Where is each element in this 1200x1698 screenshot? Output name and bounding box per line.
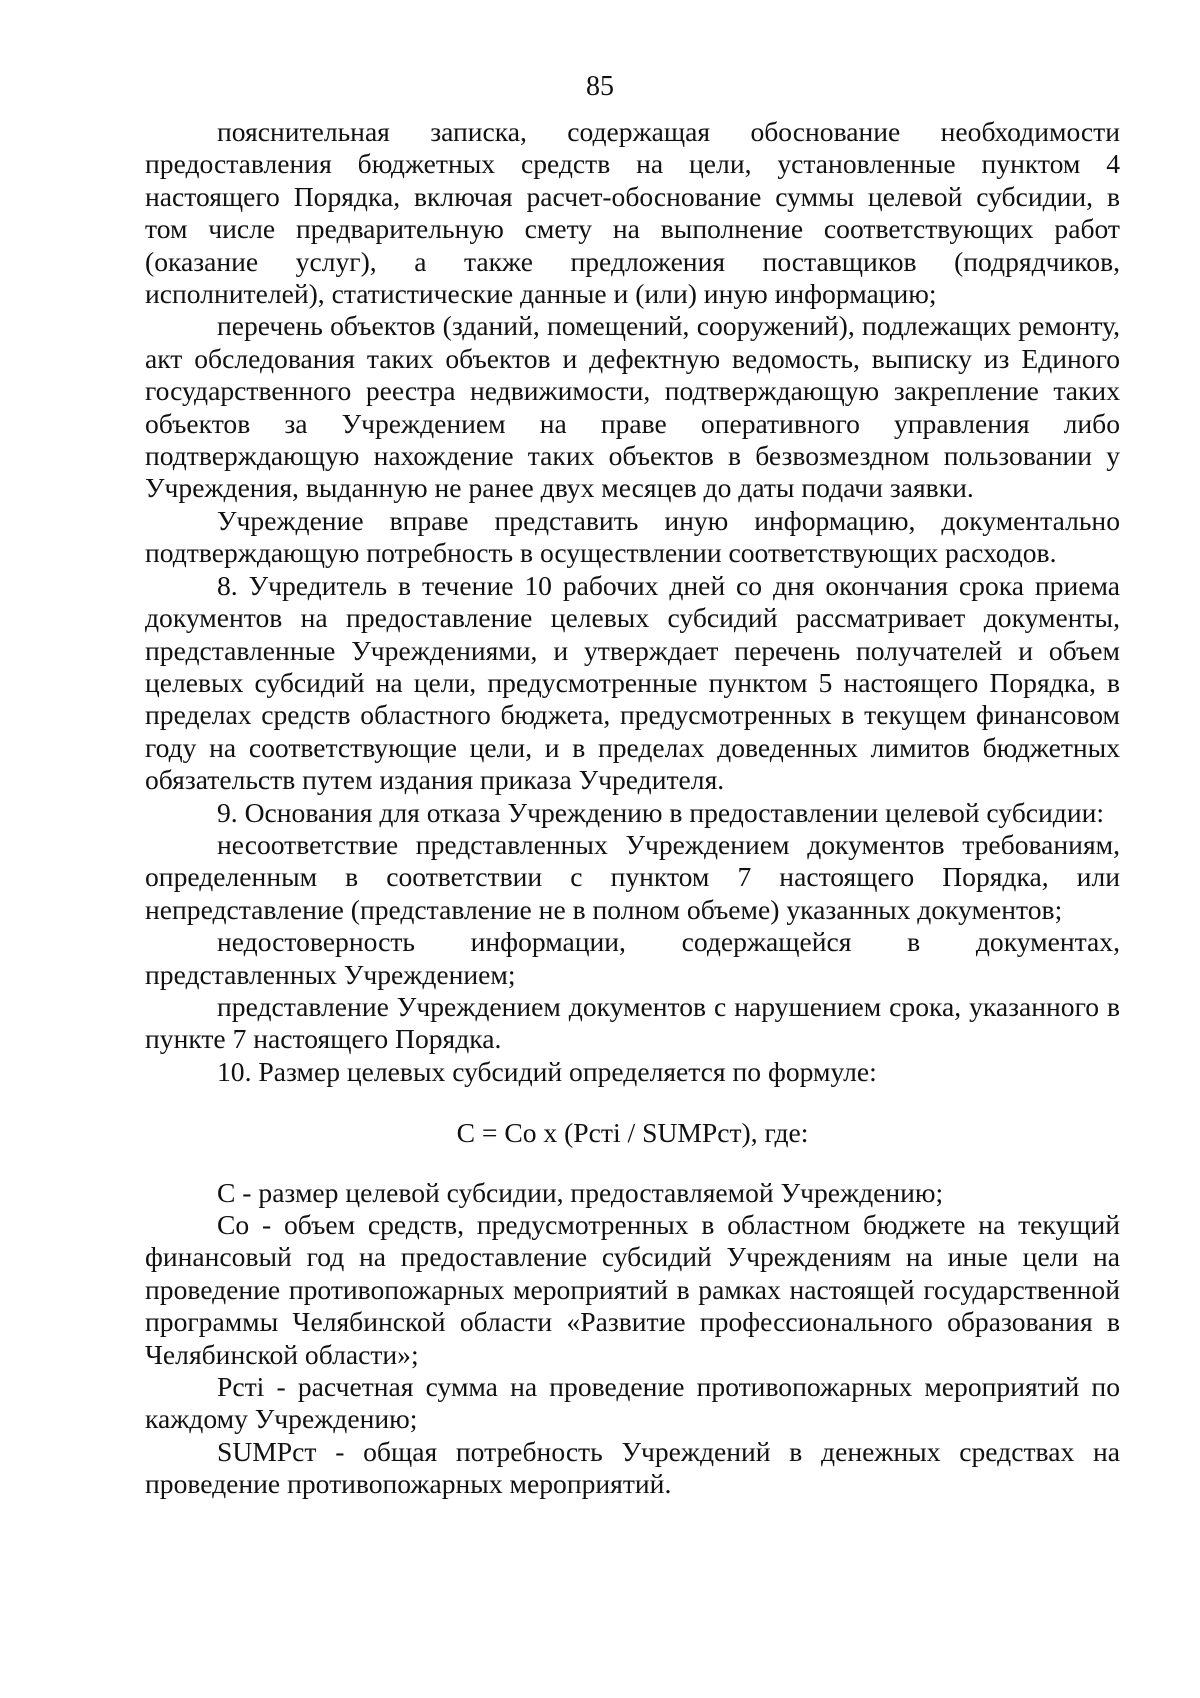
paragraph-explanatory-note: пояснительная записка, содержащая обоснование необходимости предоставления бюджетных средств на цели, установленные пунктом 4 настоящего Порядка, включая расчет-обоснование суммы целевой субсидии, в том числе предварительную смету на выполнение соответствующих работ (оказание услуг), а также предложения поставщиков (подрядчиков, исполнителей), статистические данные и (или) иную информацию; (145, 116, 1120, 310)
paragraph-refusal-reason-1: несоответствие представленных Учреждением документов требованиям, определенным в соответствии с пунктом 7 настоящего Порядка, или непредставление (представление не в полном объеме) указанных документов; (145, 828, 1120, 925)
paragraph-definition-c: С - размер целевой субсидии, предоставляемой Учреждению; (217, 1176, 944, 1208)
paragraph-definition-rsti: Рстi - расчетная сумма на проведение противопожарных мероприятий по каждому Учреждению; (145, 1371, 1120, 1435)
subsidy-formula: С = Со x (Рстi / SUMРст), где: (456, 1117, 809, 1149)
paragraph-item-8: 8. Учредитель в течение 10 рабочих дней со дня окончания срока приема документов на предоставление целевых субсидий рассматривает документы, представленные Учреждениями, и утверждает перечень получателей и объем целевых субсидий на цели, предусмотренные пунктом 5 настоящего Порядка, в пределах средств областного бюджета, предусмотренных в текущем финансовом году на соответствующие цели, и в пределах доведенных лимитов бюджетных обязательств путем издания приказа Учредителя. (145, 569, 1120, 796)
paragraph-definition-sumrst: SUMРст - общая потребность Учреждений в денежных средствах на проведение противопожарных мероприятий. (145, 1435, 1120, 1500)
paragraph-definition-co: Со - объем средств, предусмотренных в областном бюджете на текущий финансовый год на предоставление субсидий Учреждениям на иные цели на проведение противопожарных мероприятий в рамках настоящей государственной программы Челябинской области «Развитие профессионального образования в Челябинской области»; (145, 1209, 1120, 1370)
document-body (145, 116, 1120, 1501)
paragraph-item-10: 10. Размер целевых субсидий определяется по формуле: (217, 1055, 877, 1087)
paragraph-refusal-reason-3: представление Учреждением документов с нарушением срока, указанного в пункте 7 настоящего Порядка. (145, 990, 1120, 1055)
paragraph-objects-list: перечень объектов (зданий, помещений, сооружений), подлежащих ремонту, акт обследования таких объектов и дефектную ведомость, выписку из Единого государственного реестра недвижимости, подтверждающую закрепление таких объектов за Учреждением на праве оперативного управления либо подтверждающую нахождение таких объектов в безвозмездном пользовании у Учреждения, выданную не ранее двух месяцев до даты подачи заявки. (145, 310, 1120, 504)
paragraph-refusal-reason-2: недостоверность информации, содержащейся в документах, представленных Учреждением; (145, 926, 1120, 990)
page-number: 85 (586, 71, 614, 102)
paragraph-additional-info: Учреждение вправе представить иную информацию, документально подтверждающую потребность в осуществлении соответствующих расходов. (145, 504, 1120, 569)
paragraph-item-9: 9. Основания для отказа Учреждению в предоставлении целевой субсидии: (217, 796, 1105, 828)
